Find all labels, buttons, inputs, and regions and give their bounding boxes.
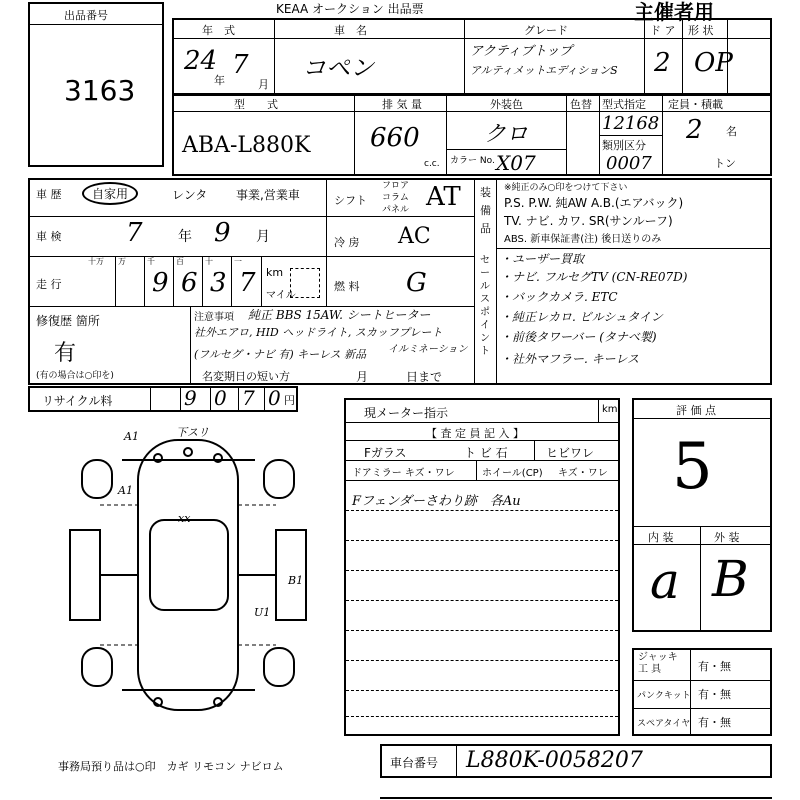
diagram-mark-a1-front: A1 bbox=[124, 430, 139, 443]
color-label: 外装色 bbox=[490, 98, 523, 111]
sales-point-label: セールスポイント bbox=[480, 255, 490, 357]
recycle-fee-box bbox=[28, 386, 298, 412]
exterior-value: B bbox=[712, 550, 749, 608]
mileage-digit-thousands: 9 bbox=[152, 268, 169, 298]
shaken-month: 9 bbox=[214, 218, 231, 248]
grade-label: グレード bbox=[524, 24, 568, 37]
digit-label-10k: 万 bbox=[118, 257, 126, 266]
shaken-year: 7 bbox=[126, 218, 143, 248]
door-value: 2 bbox=[654, 48, 671, 78]
notes-line-3: (フルセグ・ナビ 有) キーレス 新品 bbox=[194, 348, 367, 361]
mileage-digit-hundreds: 6 bbox=[181, 268, 198, 298]
month-value: 7 bbox=[232, 50, 249, 80]
jack-value: 有・無 bbox=[698, 660, 731, 673]
mileage-digit-tens: 3 bbox=[210, 268, 227, 298]
puncture-kit-label: パンクキット bbox=[637, 691, 691, 701]
shift-panel: パネル bbox=[382, 205, 410, 215]
wheel-label: ホイール(CP) bbox=[482, 468, 543, 479]
shift-value: AT bbox=[426, 182, 461, 212]
digit-label-10: 十 bbox=[205, 257, 213, 266]
digit-label-1k: 千 bbox=[147, 257, 155, 266]
sales-point-2: ・ナビ. フルセグTV (CN-RE07D) bbox=[500, 270, 688, 284]
mileage-label: 走 行 bbox=[36, 278, 62, 291]
grade-line-2: アルティメットエディションS bbox=[470, 64, 618, 77]
color-value: クロ bbox=[484, 122, 529, 147]
fuel-label: 燃 料 bbox=[334, 280, 360, 293]
recycle-digit-4: 0 bbox=[268, 386, 281, 410]
capacity-unit: 名 bbox=[726, 125, 737, 138]
recycle-digit-1: 9 bbox=[184, 386, 197, 410]
sheet-title: KEAA オークション 出品票 bbox=[276, 2, 424, 16]
ac-label: 冷 房 bbox=[334, 236, 360, 249]
puncture-kit-value: 有・無 bbox=[698, 688, 731, 701]
diagram-mark-u1: U1 bbox=[254, 606, 271, 619]
notes-line-2: 社外エアロ, HID ヘッドライト, スカッフプレート bbox=[194, 326, 443, 339]
diagram-mark-xx: xx bbox=[178, 512, 191, 525]
mile-checkbox bbox=[290, 268, 320, 298]
grade-box bbox=[632, 398, 772, 632]
displacement-label: 排 気 量 bbox=[382, 98, 422, 111]
history-option-business: 事業,営業車 bbox=[236, 188, 300, 202]
grade-line-1: アクティブトップ bbox=[470, 44, 573, 59]
recycle-digit-3: 7 bbox=[242, 386, 255, 410]
class-label: 類別区分 bbox=[602, 139, 646, 152]
chassis-label: 車台番号 bbox=[390, 756, 439, 770]
diagram-mark-shitasuri: 下スリ bbox=[176, 426, 209, 439]
mileage-digits bbox=[86, 256, 262, 306]
shaken-label: 車 検 bbox=[36, 230, 62, 243]
repair-label: 修復歴 箇所 bbox=[36, 314, 100, 328]
meigi-month: 月 bbox=[356, 370, 369, 384]
model-value: コペン bbox=[302, 54, 374, 82]
jack-label: ジャッキ 工 具 bbox=[638, 652, 678, 675]
class-value: 0007 bbox=[606, 153, 652, 174]
chassis-number-box bbox=[380, 744, 772, 778]
equipment-note: ※純正のみ○印をつけて下さい bbox=[504, 183, 628, 193]
tobi-label: ト ビ 石 bbox=[464, 446, 508, 460]
color-change-label: 色替 bbox=[570, 98, 592, 111]
shape-value: OP bbox=[694, 48, 733, 78]
sales-point-3: ・バックカメラ. ETC bbox=[500, 290, 618, 304]
lot-number-value: 3163 bbox=[64, 74, 136, 107]
repair-note: (有の場合は○印を) bbox=[36, 371, 114, 381]
digit-label-1: 一 bbox=[234, 257, 242, 266]
vehicle-row-2 bbox=[172, 93, 772, 176]
spare-tire-label: スペアタイヤ bbox=[637, 719, 691, 729]
fglass-label: Fガラス bbox=[364, 446, 407, 460]
meter-label: 現メーター指示 bbox=[364, 406, 449, 420]
hibi-label: ヒビワレ bbox=[546, 446, 595, 460]
inspector-box bbox=[344, 398, 620, 736]
interior-label: 内 装 bbox=[648, 531, 674, 544]
mileage-digit-ones: 7 bbox=[239, 268, 256, 298]
office-items-note: 事務局預り品は○印 カギ リモコン ナビロム bbox=[58, 760, 284, 773]
type-cert-value: 12168 bbox=[602, 113, 660, 134]
history-option-rental: レンタ bbox=[172, 188, 208, 202]
capacity-label: 定員・積載 bbox=[668, 98, 723, 111]
shift-floor: フロア bbox=[382, 181, 410, 191]
sales-point-1: ・ユーザー買取 bbox=[500, 252, 585, 266]
displacement-value: 660 bbox=[370, 123, 420, 153]
ac-value: AC bbox=[398, 224, 431, 249]
vehicle-row-1 bbox=[172, 18, 772, 96]
notes-line-3b: イルミネーション bbox=[388, 344, 468, 355]
type-cert-label: 型式指定 bbox=[602, 98, 646, 111]
capacity-value: 2 bbox=[686, 115, 703, 145]
lot-number-label: 出品番号 bbox=[64, 9, 108, 22]
interior-value: a bbox=[650, 552, 680, 610]
model-label: 車 名 bbox=[334, 24, 367, 37]
equipment-line-1: P.S. P.W. 純AW A.B.(エアバック) bbox=[504, 196, 684, 210]
equipment-line-3: ABS. 新車保証書(注) 後日送りのみ bbox=[504, 234, 662, 245]
main-info-block bbox=[28, 178, 772, 385]
year-value: 24 bbox=[184, 46, 218, 76]
year-unit: 年 bbox=[214, 74, 225, 87]
organizer-label: 主催者用 bbox=[634, 0, 714, 24]
sales-point-4: ・純正レカロ. ビルシュタイン bbox=[500, 310, 663, 324]
chassis-value: L880K-0058207 bbox=[466, 748, 643, 773]
door-label: ド ア bbox=[650, 24, 676, 37]
tools-box bbox=[632, 648, 772, 736]
inspector-comment: Fフェンダーさわり跡 各Au bbox=[352, 494, 521, 509]
spare-tire-value: 有・無 bbox=[698, 716, 731, 729]
meigi-day: 日まで bbox=[406, 370, 443, 384]
score-value: 5 bbox=[672, 430, 713, 504]
mileage-km-unit: km bbox=[266, 266, 284, 279]
digit-label-100k: 十万 bbox=[88, 257, 104, 266]
load-unit: トン bbox=[714, 157, 736, 170]
shift-column: コラム bbox=[382, 193, 409, 203]
equipment-label: 装 備 品 bbox=[480, 186, 491, 235]
fuel-value: G bbox=[406, 268, 427, 298]
exterior-label: 外 装 bbox=[714, 531, 740, 544]
year-label: 年 式 bbox=[202, 24, 235, 37]
shaken-month-unit: 月 bbox=[256, 229, 270, 245]
meigi-label: 名変期日の短い方 bbox=[202, 370, 290, 383]
sales-point-6: ・社外マフラー. キーレス bbox=[500, 352, 640, 366]
shift-label: シフト bbox=[334, 194, 367, 207]
meter-unit: km bbox=[602, 404, 618, 415]
type-label: 型 式 bbox=[234, 98, 278, 111]
recycle-label: リサイクル料 bbox=[42, 394, 113, 408]
color-no-value: X07 bbox=[496, 151, 536, 175]
diagram-mark-a1-fender: A1 bbox=[118, 484, 133, 497]
recycle-unit: 円 bbox=[284, 394, 295, 407]
notes-label: 注意事項 bbox=[194, 312, 234, 323]
repair-value: 有 bbox=[54, 341, 77, 366]
history-selected-private: 自家用 bbox=[82, 182, 138, 205]
shaken-year-unit: 年 bbox=[178, 229, 192, 245]
lot-number-box bbox=[28, 2, 164, 167]
equipment-line-2: TV. ナビ. カワ. SR(サンルーフ) bbox=[504, 214, 673, 228]
notes-line-1: 純正 BBS 15AW. シートヒーター bbox=[248, 308, 431, 322]
mileage-mile-unit: マイル bbox=[266, 290, 296, 301]
digit-label-100: 百 bbox=[176, 257, 184, 266]
mirror-label: ドアミラー キズ・ワレ bbox=[352, 468, 455, 479]
recycle-digit-2: 0 bbox=[214, 386, 227, 410]
type-value: ABA-L880K bbox=[182, 133, 311, 158]
month-unit: 月 bbox=[258, 78, 269, 91]
car-damage-diagram bbox=[60, 420, 320, 730]
displacement-unit: c.c. bbox=[424, 159, 440, 169]
color-no-label: カラー No. bbox=[450, 156, 495, 166]
sales-point-5: ・前後タワーバー (タナベ製) bbox=[500, 330, 657, 344]
shape-label: 形 状 bbox=[688, 24, 714, 37]
inspector-title: 【 査 定 員 記 入 】 bbox=[426, 427, 524, 440]
score-label: 評 価 点 bbox=[676, 404, 716, 417]
diagram-mark-b1: B1 bbox=[288, 574, 304, 587]
wheel-damage-label: キズ・ワレ bbox=[558, 468, 608, 479]
history-label: 車 歴 bbox=[36, 188, 62, 201]
